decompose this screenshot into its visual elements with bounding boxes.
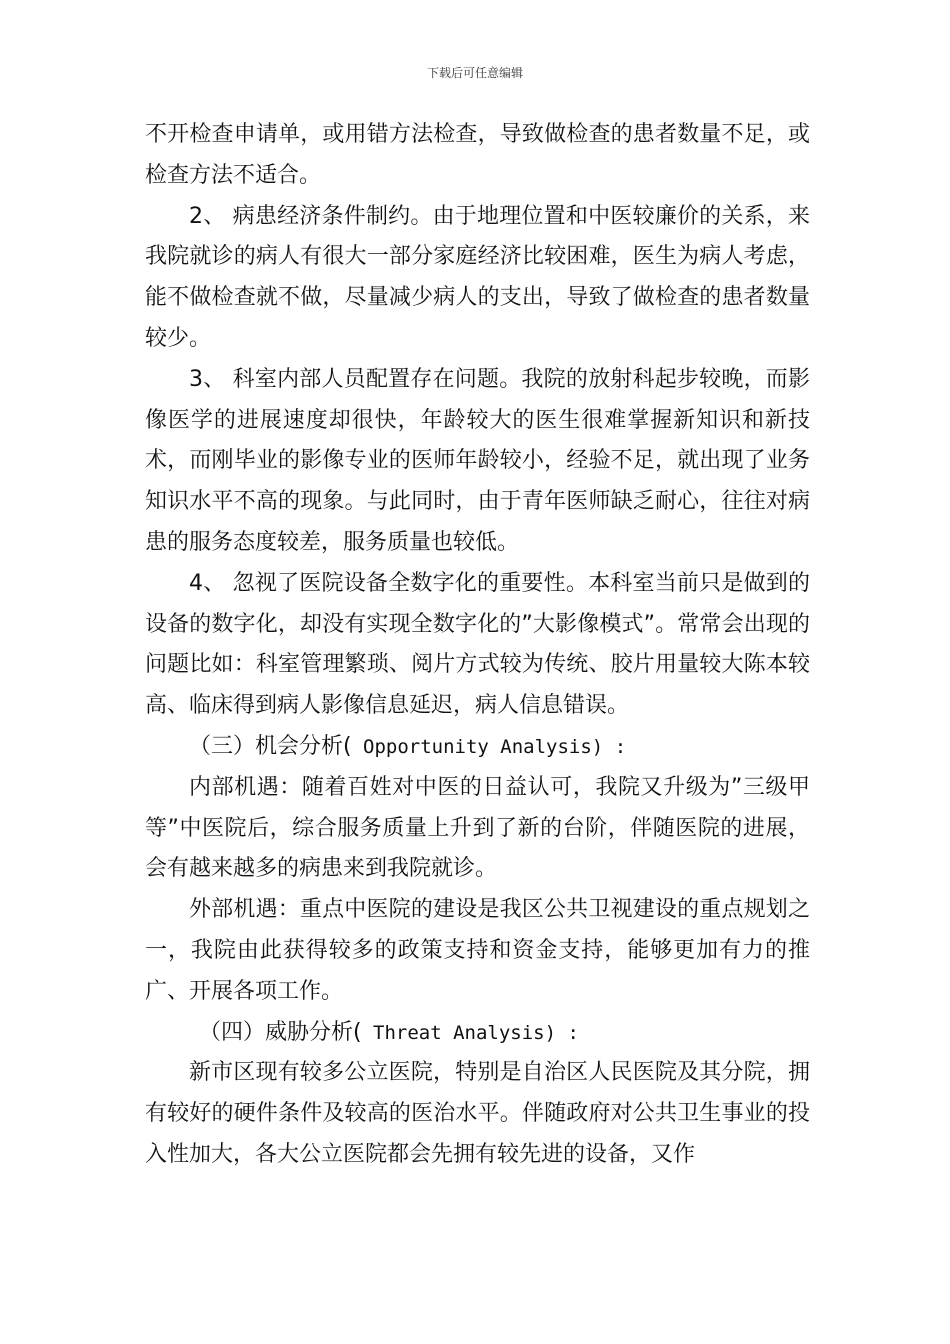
paragraph-continuation: 不开检查申请单，或用错方法检查，导致做检查的患者数量不足，或检查方法不适合。 <box>145 122 810 188</box>
heading-english: Opportunity Analysis) : <box>351 735 627 758</box>
page-header: 下载后可任意编辑 <box>426 66 523 80</box>
document-body <box>145 115 810 1176</box>
list-item-text: 忽视了医院设备全数字化的重要性。本科室当前只是做到的设备的数字化，却没有实现全数字化的”大影像模式”。常常会出现的问题比如：科室管理繁琐、阅片方式较为传统、胶片用量较大陈本较高、临床得到病人影像信息延迟，病人信息错误。 <box>145 570 811 719</box>
list-item-4 <box>145 564 810 727</box>
list-item-text: 病患经济条件制约。由于地理位置和中医较廉价的关系，来我院就诊的病人有很大一部分家庭经济比较困难，医生为病人考虑，能不做检查就不做，尽量减少病人的支出，导致了做检查的患者数量较少。 <box>145 203 811 351</box>
heading-english: Threat Analysis) : <box>361 1021 579 1044</box>
heading-prefix: （三）机会分析( <box>189 733 352 759</box>
heading-prefix: （四）威胁分析( <box>199 1019 362 1045</box>
paragraph-internal-opportunity: 内部机遇：随着百姓对中医的日益认可，我院又升级为”三级甲等”中医院后，综合服务质量上升到了新的台阶，伴随医院的进展，会有越来越多的病患来到我院就诊。 <box>145 774 810 882</box>
list-number: 3、 <box>189 366 226 392</box>
list-item-2 <box>145 197 810 360</box>
list-item-3 <box>145 360 810 564</box>
paragraph-external-opportunity: 外部机遇：重点中医院的建设是我区公共卫视建设的重点规划之一，我院由此获得较多的政策支持和资金支持，能够更加有力的推广、开展各项工作。 <box>145 897 810 1004</box>
list-number: 2、 <box>189 203 226 229</box>
list-item-text: 科室内部人员配置存在问题。我院的放射科起步较晚，而影像医学的进展速度却很快，年龄较大的医生很难掌握新知识和新技术，而刚毕业的影像专业的医师年龄较小，经验不足，就出现了业务知识水平不高的现象。与此同时，由于青年医师缺乏耐心，往往对病患的服务态度较差，服务质量也较低。 <box>145 366 811 555</box>
section-heading-opportunity <box>145 727 810 768</box>
list-number: 4、 <box>189 570 226 596</box>
paragraph-threat: 新市区现有较多公立医院，特别是自治区人民医院及其分院，拥有较好的硬件条件及较高的医治水平。伴随政府对公共卫生事业的投入性加大，各大公立医院都会先拥有较先进的设备，又作 <box>145 1060 810 1167</box>
section-heading-threat <box>145 1013 810 1054</box>
